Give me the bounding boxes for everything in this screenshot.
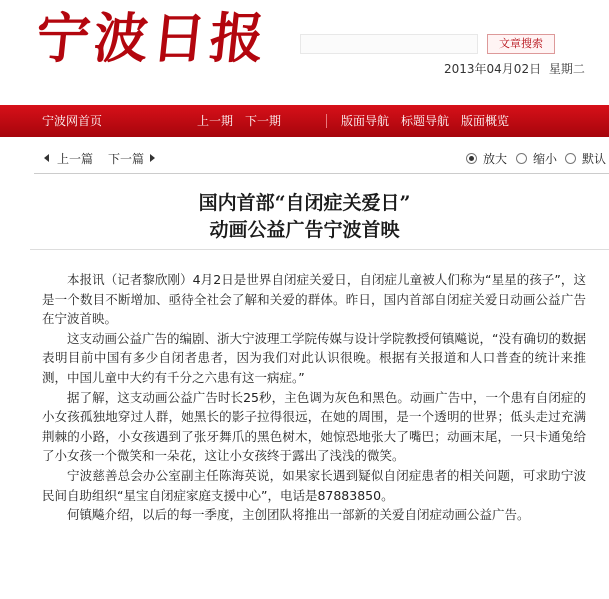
- prev-article-label: 上一篇: [57, 152, 94, 166]
- nav-prev-issue-link[interactable]: 上一期: [197, 114, 234, 128]
- article-body: [42, 270, 586, 525]
- nav-home-link[interactable]: 宁波网首页: [42, 114, 103, 128]
- article-paragraph: 何镇飚介绍，以后的每一季度，主创团队将推出一部新的关爱自闭症动画公益广告。: [67, 507, 530, 523]
- main-navbar: [0, 105, 609, 137]
- newspaper-logo[interactable]: 宁波日报: [32, 6, 272, 70]
- title-divider: [30, 249, 609, 250]
- date-text: 2013年04月02日: [444, 62, 542, 76]
- nav-page-overview-link[interactable]: 版面概览: [461, 114, 510, 128]
- nav-headline-navigation-link[interactable]: 标题导航: [401, 114, 450, 128]
- triangle-left-icon: [44, 154, 49, 162]
- article-title-line-2: 动画公益广告宁波首映: [209, 219, 400, 241]
- nav-next-issue-link[interactable]: 下一期: [245, 114, 282, 128]
- masthead: [0, 0, 609, 100]
- zoom-out-label: 缩小: [533, 152, 558, 166]
- article-search-button[interactable]: 文章搜索: [487, 34, 555, 54]
- article-paragraph: 本报讯（记者黎欣刚）4月2日是世界自闭症关爱日，自闭症儿童被人们称为“星星的孩子”，这是一个数目不断增加、亟待全社会了解和关爱的群体。昨日，国内首部自闭症关爱日动画公益广告在宁波首映。: [42, 272, 586, 327]
- zoom-in-label: 放大: [483, 152, 508, 166]
- search-input[interactable]: [300, 34, 478, 54]
- nav-divider: [326, 114, 327, 128]
- radio-icon: [516, 153, 527, 164]
- article-paragraph: 据了解，这支动画公益广告时长25秒，主色调为灰色和黑色。动画广告中，一个患有自闭症的小女孩孤独地穿过人群，她黑长的影子拉得很远，在她的周围，是一个透明的世界；低头走过充满荆棘的小路，小女孩遇到了张牙舞爪的黑色树木，她惊恐地张大了嘴巴；动画末尾，一只卡通兔给了小女孩一个微笑和一朵花，这让小女孩终于露出了浅浅的微笑。: [42, 389, 586, 464]
- article-toolbar: [0, 146, 609, 170]
- radio-icon: [565, 153, 576, 164]
- radio-selected-icon: [466, 153, 477, 164]
- next-article-label: 下一篇: [108, 152, 145, 166]
- triangle-right-icon: [150, 154, 155, 162]
- article-paragraph: 宁波慈善总会办公室副主任陈海英说，如果家长遇到疑似自闭症患者的相关问题，可求助宁波民间自助组织“星宝自闭症家庭支援中心”，电话是87883850。: [42, 467, 586, 503]
- article-paragraph: 这支动画公益广告的编剧、浙大宁波理工学院传媒与设计学院教授何镇飚说，“没有确切的数据表明目前中国有多少自闭者患者，因为我们对此认识很晚。根据有关报道和人口普查的统计来推测，中国儿童中大约有千分之六患有这一病症。”: [42, 330, 586, 385]
- default-size-label: 默认: [582, 152, 607, 166]
- prev-article-link[interactable]: [44, 150, 93, 167]
- default-size-option[interactable]: [565, 150, 606, 167]
- zoom-out-option[interactable]: [516, 150, 557, 167]
- zoom-in-option[interactable]: [466, 150, 507, 167]
- toolbar-divider: [34, 173, 609, 174]
- nav-page-navigation-link[interactable]: 版面导航: [341, 114, 390, 128]
- next-article-link[interactable]: [108, 150, 155, 167]
- weekday-text: 星期二: [548, 62, 585, 76]
- issue-date: [444, 60, 589, 77]
- article-title-line-1: 国内首部“自闭症关爱日”: [198, 192, 411, 214]
